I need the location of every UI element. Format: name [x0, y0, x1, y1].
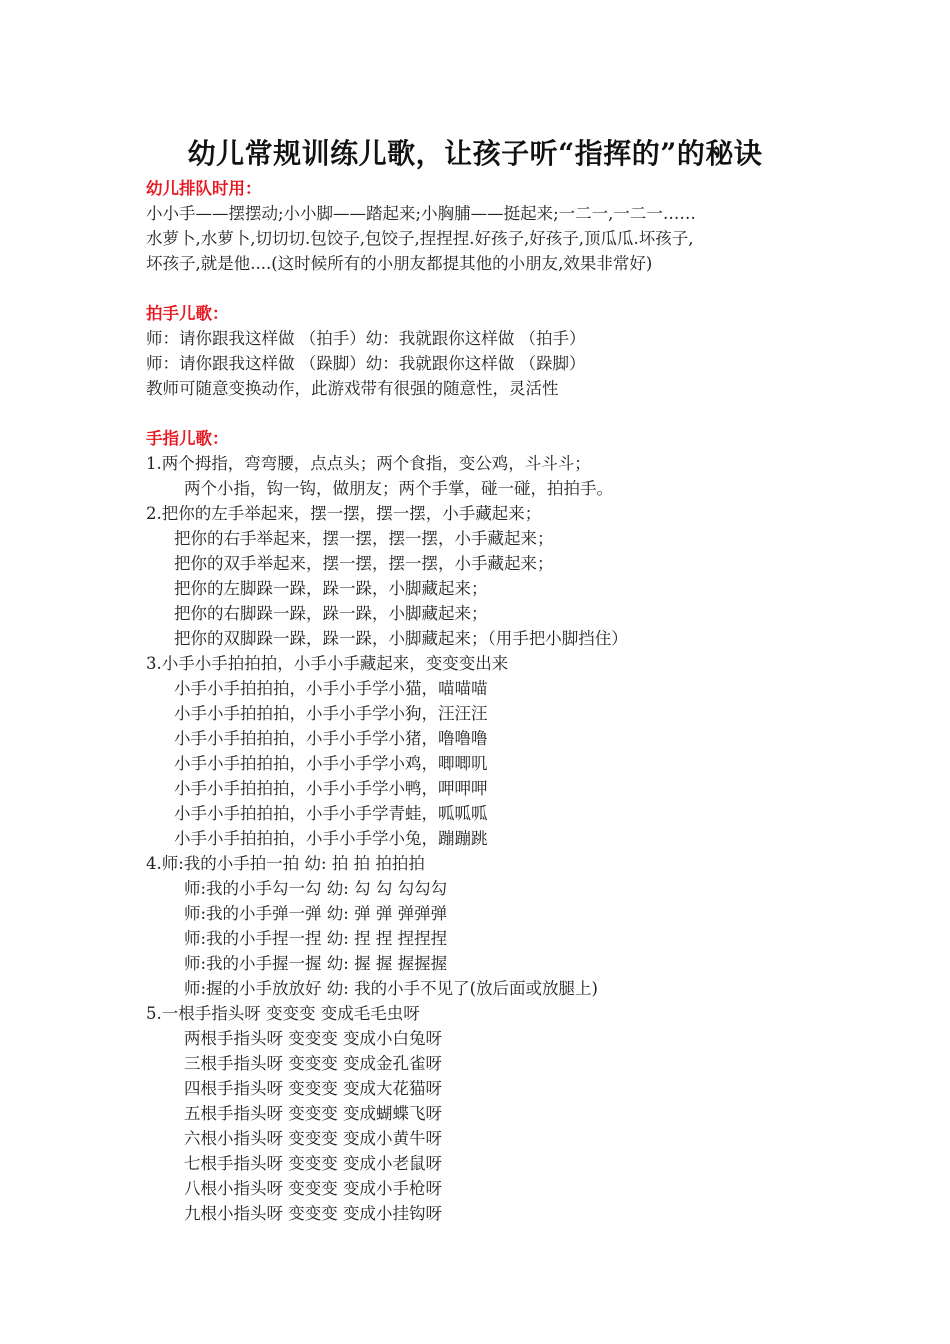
- document-title: 幼儿常规训练儿歌，让孩子听“指挥的”的秘诀: [187, 137, 763, 170]
- paragraph-gap: [146, 276, 826, 301]
- text-line: 小手小手拍拍拍，小手小手学小狗，汪汪汪: [174, 704, 488, 723]
- text-line: 师:我的小手勾一勾 幼: 勾 勾 勾勾勾: [184, 879, 448, 898]
- text-line: 坏孩子,就是他....(这时候所有的小朋友都提其他的小朋友,效果非常好): [146, 254, 653, 273]
- text-line: 把你的左脚跺一跺，跺一跺，小脚藏起来；: [174, 579, 488, 598]
- text-line: 九根小指头呀 变变变 变成小挂钩呀: [184, 1204, 442, 1223]
- text-line: 把你的双脚跺一跺，跺一跺，小脚藏起来；（用手把小脚挡住）: [174, 629, 628, 648]
- text-line: 师：请你跟我这样做 （跺脚）幼：我就跟你这样做 （跺脚）: [146, 354, 586, 373]
- text-line: 把你的双手举起来，摆一摆，摆一摆，小手藏起来；: [174, 554, 554, 573]
- text-line: 5.一根手指头呀 变变变 变成毛毛虫呀: [146, 1004, 420, 1023]
- text-line: 教师可随意变换动作，此游戏带有很强的随意性，灵活性: [146, 379, 559, 398]
- text-line: 小手小手拍拍拍，小手小手学小兔，蹦蹦跳: [174, 829, 488, 848]
- text-line: 4.师:我的小手拍一拍 幼: 拍 拍 拍拍拍: [146, 854, 425, 873]
- section-heading-queue: 幼儿排队时用：: [146, 179, 262, 198]
- text-line: 小手小手拍拍拍，小手小手学青蛙，呱呱呱: [174, 804, 488, 823]
- paragraph-gap: [146, 401, 826, 426]
- text-line: 四根手指头呀 变变变 变成大花猫呀: [184, 1079, 442, 1098]
- text-line: 把你的右手举起来，摆一摆，摆一摆，小手藏起来；: [174, 529, 554, 548]
- text-line: 把你的右脚跺一跺，跺一跺，小脚藏起来；: [174, 604, 488, 623]
- text-line: 小小手——摆摆动;小小脚——踏起来;小胸脯——挺起来;一二一,一二一……: [146, 204, 696, 223]
- text-line: 师:我的小手弹一弹 幼: 弹 弹 弹弹弹: [184, 904, 448, 923]
- text-line: 七根手指头呀 变变变 变成小老鼠呀: [184, 1154, 442, 1173]
- text-line: 小手小手拍拍拍，小手小手学小鸡，唧唧叽: [174, 754, 488, 773]
- text-line: 3.小手小手拍拍拍，小手小手藏起来，变变变出来: [146, 654, 509, 673]
- text-line: 小手小手拍拍拍，小手小手学小猫，喵喵喵: [174, 679, 488, 698]
- text-line: 水萝卜,水萝卜,切切切.包饺子,包饺子,捏捏捏.好孩子,好孩子,顶瓜瓜.坏孩子,: [146, 229, 694, 248]
- text-line: 两根手指头呀 变变变 变成小白兔呀: [184, 1029, 442, 1048]
- text-line: 三根手指头呀 变变变 变成金孔雀呀: [184, 1054, 442, 1073]
- text-line: 师:握的小手放放好 幼: 我的小手不见了(放后面或放腿上): [184, 979, 598, 998]
- text-line: 师:我的小手握一握 幼: 握 握 握握握: [184, 954, 448, 973]
- text-line: 小手小手拍拍拍，小手小手学小猪，噜噜噜: [174, 729, 488, 748]
- document-body: [146, 176, 826, 1226]
- text-line: 小手小手拍拍拍，小手小手学小鸭，呷呷呷: [174, 779, 488, 798]
- text-line: 两个小指，钩一钩，做朋友；两个手掌，碰一碰，拍拍手。: [184, 479, 613, 498]
- text-line: 五根手指头呀 变变变 变成蝴蝶飞呀: [184, 1104, 442, 1123]
- section-heading-clap: 拍手儿歌：: [146, 304, 229, 323]
- text-line: 六根小指头呀 变变变 变成小黄牛呀: [184, 1129, 442, 1148]
- text-line: 1.两个拇指，弯弯腰，点点头；两个食指，变公鸡，斗斗斗；: [146, 454, 591, 473]
- text-line: 2.把你的左手举起来，摆一摆，摆一摆，小手藏起来；: [146, 504, 542, 523]
- section-heading-finger: 手指儿歌：: [146, 429, 229, 448]
- text-line: 师:我的小手捏一捏 幼: 捏 捏 捏捏捏: [184, 929, 448, 948]
- text-line: 八根小指头呀 变变变 变成小手枪呀: [184, 1179, 442, 1198]
- text-line: 师：请你跟我这样做 （拍手）幼：我就跟你这样做 （拍手）: [146, 329, 586, 348]
